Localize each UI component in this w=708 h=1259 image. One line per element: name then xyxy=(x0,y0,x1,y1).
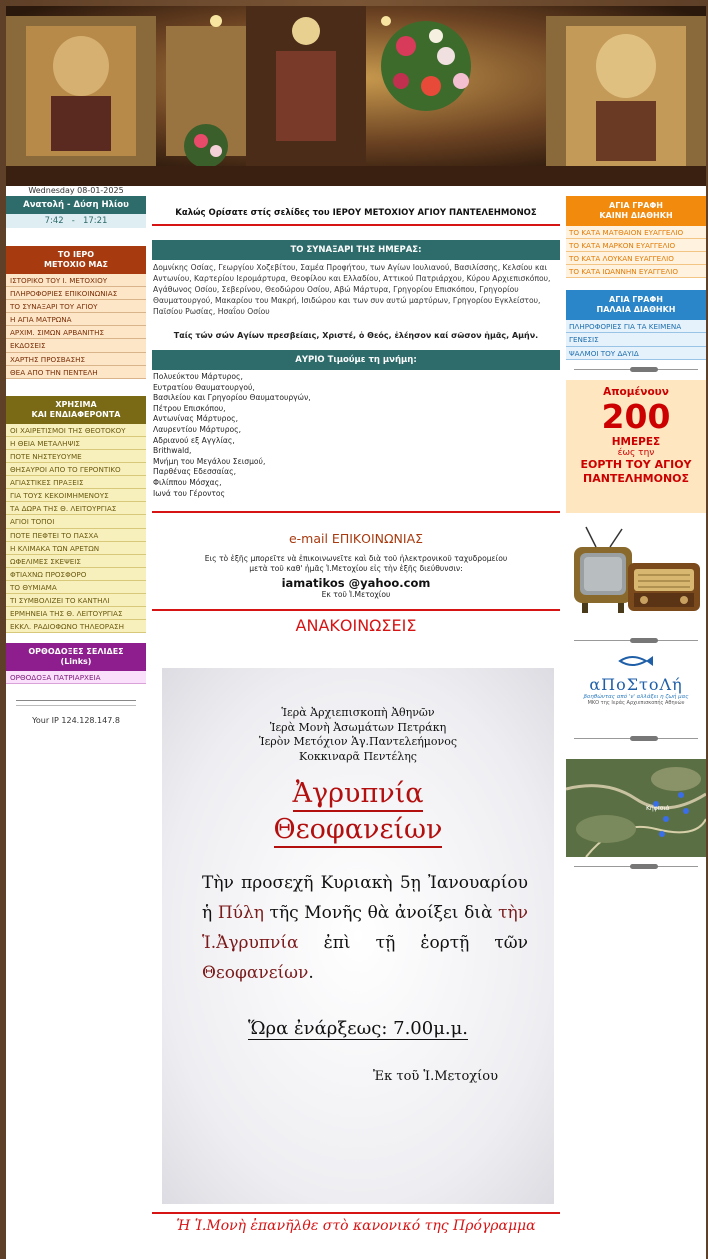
menu-item-mark[interactable]: ΤΟ ΚΑΤΑ ΜΑΡΚΟΝ ΕΥΑΓΓΕΛΙΟ xyxy=(566,239,706,252)
poster-start-time-text: Ὥρα ἐνάρξεως: 7.00μ.μ. xyxy=(247,1018,469,1039)
list-item: Brithwald, xyxy=(153,446,192,456)
menu-list-orthodox-links xyxy=(6,671,146,684)
list-item: Λαυρεντίου Μάρτυρος, xyxy=(153,424,242,434)
synaxari-text: Δομνίκης Οσίας, Γεωργίου Χοζεβίτου, Σαμέα Προφήτου, των Αγίων Ιουλιανού, Βασιλίσσης, Κελσίου και Αντωνίου, Καρτερίου Ιερομάρτυρα, Θεοφίλου και Ελλαδίου, Αττικού Πατριάρχου, Κύρου Αρχιεπισκόπου, Αγάθωνος Οσίου, Σεβερίνου, Θεοδώρου Οσίου, Αβώ Μάρτυρα, Γρηγορίου Επισκόπου, Γρηγορίου Θαυματουργού, Μακαρίου του Μακρή, Ισιδώρου και των συν αυτώ μαρτύρων, Γρηγορίου Εγκλείστου, Παϊσίου Ρωσίας, Ησαΐου Οσίου xyxy=(153,263,551,316)
menu-item-archim-simon[interactable]: ΑΡΧΙΜ. ΣΙΜΩΝ ΑΡΒΑΝΙΤΗΣ xyxy=(6,326,146,339)
menu-heading-orthodox-links xyxy=(6,643,146,671)
satellite-map xyxy=(566,759,706,857)
menu-item-chairetismoi[interactable]: ΟΙ ΧΑΙΡΕΤΙΣΜΟΙ ΤΗΣ ΘΕΟΤΟΚΟΥ xyxy=(6,424,146,437)
menu-heading-line: ΤΟ ΙΕΡΟ xyxy=(57,250,95,259)
list-item: Μνήμη του Μεγάλου Σεισμού, xyxy=(153,456,266,466)
menu-heading-line: ΧΡΗΣΙΜΑ xyxy=(55,399,97,409)
poster-signature: Ἐκ τοῦ Ἱ.Μετοχίου xyxy=(373,1069,498,1084)
menu-heading-line: ΑΓΙΑ ΓΡΑΦΗ xyxy=(609,295,663,305)
list-item: Ευτρατίου Θαυματουργού, xyxy=(153,382,255,392)
ornamental-divider xyxy=(574,366,698,374)
list-item: Ιωνά του Γέροντος xyxy=(153,488,226,498)
menu-item-access-map[interactable]: ΧΑΡΤΗΣ ΠΡΟΣΒΑΣΗΣ xyxy=(6,353,146,366)
email-title: e-mail ΕΠΙΚΟΙΝΩΝΙΑΣ xyxy=(288,531,424,547)
menu-item-holy-places[interactable]: ΑΓΙΟΙ ΤΟΠΟΙ xyxy=(6,515,146,528)
list-item: Πέτρου Επισκόπου, xyxy=(153,403,226,413)
tomorrow-heading: ΑΥΡΙΟ Τιμούμε τη μνήμη: xyxy=(152,350,560,370)
menu-item-matthew[interactable]: ΤΟ ΚΑΤΑ ΜΑΤΘΑΙΟΝ ΕΥΑΓΓΕΛΙΟ xyxy=(566,226,706,239)
menu-heading-metochi xyxy=(6,246,146,274)
menu-item-departed[interactable]: ΓΙΑ ΤΟΥΣ ΚΕΚΟΙΜΗΜΕΝΟΥΣ xyxy=(6,489,146,502)
menu-item-fasting[interactable]: ΠΟΤΕ ΝΗΣΤΕΥΟΥΜΕ xyxy=(6,450,146,463)
menu-item-sanctifying-acts[interactable]: ΑΓΙΑΣΤΙΚΕΣ ΠΡΑΞΕΙΣ xyxy=(6,476,146,489)
menu-item-saint-synaxari[interactable]: ΤΟ ΣΥΝΑΞΑΡΙ ΤΟΥ ΑΓΙΟΥ xyxy=(6,300,146,313)
countdown-label: Απομένουν xyxy=(603,385,669,398)
menu-item-genesis[interactable]: ΓΕΝΕΣΙΣ xyxy=(566,333,706,346)
red-divider xyxy=(152,609,560,611)
menu-heading-line: ΠΑΛΑΙΑ ΔΙΑΘΗΚΗ xyxy=(596,305,676,315)
church-interior-banner xyxy=(6,6,706,186)
announcements-title: ΑΝΑΚΟΙΝΩΣΕΙΣ xyxy=(295,616,417,636)
poster-body-text: Τὴν προσεχῆ Κυριακὴ 5ῃ Ἰανουαρίου ἡ xyxy=(202,873,528,923)
right-sidebar xyxy=(566,196,706,877)
countdown-unit: ΗΜΕΡΕΣ xyxy=(611,435,661,448)
radio-tv-banner[interactable] xyxy=(566,519,706,631)
list-item: Αντωνίνας Μάρτυρος, xyxy=(153,414,238,424)
announcement-poster xyxy=(162,668,554,1204)
menu-item-penteli-view[interactable]: ΘΕΑ ΑΠΟ ΤΗΝ ΠΕΝΤΕΛΗ xyxy=(6,366,146,379)
menu-item-luke[interactable]: ΤΟ ΚΑΤΑ ΛΟΥΚΑΝ ΕΥΑΓΓΕΛΙΟ xyxy=(566,252,706,265)
tv-radio-icon xyxy=(566,519,706,631)
menu-list-new-testament xyxy=(566,226,706,278)
menu-item-prosphoro[interactable]: ΦΤΙΑΧΝΩ ΠΡΟΣΦΟΡΟ xyxy=(6,568,146,581)
sunset-time: 17:21 xyxy=(82,216,108,226)
menu-item-patriarchates[interactable]: ΟΡΘΟΔΟΞΑ ΠΑΤΡΙΑΡΧΕΙΑ xyxy=(6,671,146,684)
menu-heading-line: ΜΕΤΟΧΙΟ ΜΑΣ xyxy=(43,260,109,269)
map-place-label: Κηφισιά xyxy=(646,804,670,812)
poster-body-text: τῆς Μονῆς θὰ ἀνοίξει διὰ xyxy=(263,903,499,923)
sun-times-separator: - xyxy=(66,216,81,226)
menu-list-useful xyxy=(6,424,146,634)
menu-item-liturgy-meaning[interactable]: ΕΡΜΗΝΕΙΑ ΤΗΣ Θ. ΛΕΙΤΟΥΡΓΙΑΣ xyxy=(6,607,146,620)
menu-item-church-radio-tv[interactable]: ΕΚΚΛ. ΡΑΔΙΟΦΩΝΟ ΤΗΛΕΟΡΑΣΗ xyxy=(6,620,146,633)
poster-org-line: Κοκκιναρᾶ Πεντέλης xyxy=(299,749,417,763)
prayer-text: Ταίς τών σών Αγίων πρεσβείαις, Χριστέ, ὁ Θεός, ἐλέησον καί σῶσον ἡμᾶς, Αμήν. xyxy=(173,331,539,340)
poster-body-text: . xyxy=(308,963,314,983)
sun-times xyxy=(6,214,146,228)
poster-organization xyxy=(162,668,554,764)
fish-icon xyxy=(616,653,656,669)
menu-item-john[interactable]: ΤΟ ΚΑΤΑ ΙΩΑΝΝΗΝ ΕΥΑΓΓΕΛΙΟ xyxy=(566,265,706,278)
poster-start-time xyxy=(162,1018,554,1039)
menu-item-easter-date[interactable]: ΠΟΤΕ ΠΕΦΤΕΙ ΤΟ ΠΑΣΧΑ xyxy=(6,529,146,542)
poster-title xyxy=(162,776,554,848)
current-date: Wednesday 08-01-2025 xyxy=(28,186,124,195)
apostoli-name: αΠοΣτοΛή xyxy=(589,674,683,694)
banner-image xyxy=(6,6,706,186)
menu-item-agia-matrona[interactable]: Η ΑΓΙΑ ΜΑΤΡΩΝΑ xyxy=(6,313,146,326)
menu-heading-line: ΟΡΘΟΔΟΞΕΣ ΣΕΛΙΔΕΣ xyxy=(28,647,124,657)
visitor-ip: Your IP 124.128.147.8 xyxy=(32,716,120,726)
left-sidebar xyxy=(6,186,146,725)
menu-item-communion[interactable]: Η ΘΕΙΑ ΜΕΤΑΛΗΨΙΣ xyxy=(6,437,146,450)
page xyxy=(6,6,706,1259)
poster-org-line: Ἱερὸν Μετόχιον Ἁγ.Παντελεήμονος xyxy=(258,735,458,748)
footer-announcement: Ἡ Ἱ.Μονὴ ἐπανῆλθε στὸ κανονικό της Πρόγραμμα xyxy=(176,1218,536,1234)
menu-heading-line: ΚΑΙΝΗ ΔΙΑΘΗΚΗ xyxy=(599,211,673,220)
feast-countdown-box[interactable] xyxy=(566,380,706,513)
menu-list-old-testament xyxy=(566,320,706,359)
menu-item-psalms[interactable]: ΨΑΛΜΟΙ ΤΟΥ ΔΑΥΙΔ xyxy=(566,347,706,360)
ornamental-divider xyxy=(16,700,136,706)
menu-item-texts-info[interactable]: ΠΛΗΡΟΦΟΡΙΕΣ ΓΙΑ ΤΑ ΚΕΙΜΕΝΑ xyxy=(566,320,706,333)
poster-title-line: Ἀγρυπνία xyxy=(293,778,424,812)
menu-item-publications[interactable]: ΕΚΔΟΣΕΙΣ xyxy=(6,339,146,352)
menu-item-history[interactable]: ΙΣΤΟΡΙΚΟ ΤΟΥ Ι. ΜΕΤΟΧΙΟΥ xyxy=(6,274,146,287)
email-signature: Εκ τοῦ Ἱ.Μετοχίου xyxy=(321,590,391,600)
location-map[interactable] xyxy=(566,759,706,857)
menu-item-gerontiko[interactable]: ΘΗΣΑΥΡΟΙ ΑΠΟ ΤΟ ΓΕΡΟΝΤΙΚΟ xyxy=(6,463,146,476)
menu-heading-line: (Links) xyxy=(60,657,92,667)
sun-times-title: Ανατολή - Δύση Ηλίου xyxy=(6,196,146,214)
countdown-feast-line: ΕΟΡΤΗ ΤΟΥ ΑΓΙΟΥ xyxy=(580,457,692,471)
poster-body-highlight: τὴν Ἱ.Ἀγρυπνία xyxy=(202,903,528,953)
menu-item-liturgy-gifts[interactable]: ΤΑ ΔΩΡΑ ΤΗΣ Θ. ΛΕΙΤΟΥΡΓΙΑΣ xyxy=(6,502,146,515)
email-address-link[interactable]: iamatikos @yahoo.com xyxy=(281,576,431,591)
ornamental-divider xyxy=(574,735,698,743)
menu-heading-line: ΑΓΙΑ ΓΡΑΦΗ xyxy=(609,201,663,210)
welcome-message: Καλώς Ορίσατε στίς σελίδες του ΙΕΡΟΥ ΜΕΤΟΧΙΟΥ ΑΓΙΟΥ ΠΑΝΤΕΛΕΗΜΟΝΟΣ xyxy=(175,208,537,218)
apostoli-tagline: βοηθώντας από 'ν' αλλάξει η ζωή μας xyxy=(583,693,689,700)
red-divider xyxy=(152,1212,560,1214)
menu-heading-new-testament xyxy=(566,196,706,226)
sunrise-time: 7:42 xyxy=(44,216,64,226)
ornamental-divider xyxy=(574,637,698,645)
list-item: Βασιλείου και Γρηγορίου Θαυματουργών, xyxy=(153,393,311,403)
menu-item-incense[interactable]: ΤΟ ΘΥΜΙΑΜΑ xyxy=(6,581,146,594)
apostoli-subtitle: ΜΚΟ της Ιεράς Αρχιεπισκοπής Αθηνών xyxy=(587,699,685,706)
menu-heading-old-testament xyxy=(566,290,706,320)
list-item: Πολυεύκτου Μάρτυρος, xyxy=(153,372,243,381)
poster-body-highlight: Θεοφανείων xyxy=(202,963,309,983)
synaxari-heading: ΤΟ ΣΥΝΑΞΑΡΙ ΤΗΣ ΗΜΕΡΑΣ: xyxy=(152,240,560,260)
menu-item-ladder-virtues[interactable]: Η ΚΛΙΜΑΚΑ ΤΩΝ ΑΡΕΤΩΝ xyxy=(6,542,146,555)
apostoli-logo-link[interactable] xyxy=(566,651,706,729)
list-item: Αδριανού εξ Αγγλίας, xyxy=(153,435,235,445)
poster-body-text: ἐπὶ τῇ ἑορτῇ τῶν xyxy=(298,933,528,953)
email-description-line: μετὰ τοῦ καθ' ἡμᾶς Ἱ.Μετοχίου εἰς τὴν ἑξῆς διεύθυνσιν: xyxy=(249,564,463,574)
tomorrow-saints-list xyxy=(152,370,560,499)
menu-item-useful-thoughts[interactable]: ΩΦΕΛΙΜΕΣ ΣΚΕΨΕΙΣ xyxy=(6,555,146,568)
poster-org-line: Ἱερὰ Μονὴ Ἀσωμάτων Πετράκη xyxy=(269,720,447,734)
email-description-line: Εις τὸ ἑξῆς μπορεῖτε νὰ ἐπικοινωνεῖτε καὶ διὰ τοῦ ἠλεκτρονικοῦ ταχυδρομείου xyxy=(204,554,508,564)
poster-body-highlight: Πύλη xyxy=(217,903,264,923)
poster-body xyxy=(202,868,528,988)
menu-list-metochi xyxy=(6,274,146,379)
poster-org-line: Ἱερὰ Ἀρχιεπισκοπὴ Ἀθηνῶν xyxy=(281,706,435,719)
main-content xyxy=(152,186,560,1234)
countdown-until: έως την xyxy=(617,447,655,458)
poster-title-line: Θεοφανείων xyxy=(274,814,443,848)
list-item: Φιλίππου Μόσχας, xyxy=(153,477,222,487)
list-item: Παρθένας Εδεσσαίας, xyxy=(153,467,237,477)
email-contact-section xyxy=(152,513,560,599)
menu-heading-useful xyxy=(6,396,146,424)
ornamental-divider xyxy=(574,863,698,871)
countdown-feast-line: ΠΑΝΤΕΛΗΜΟΝΟΣ xyxy=(582,471,690,485)
email-description xyxy=(152,554,560,574)
menu-item-kantili[interactable]: ΤΙ ΣΥΜΒΟΛΙΖΕΙ ΤΟ ΚΑΝΤΗΛΙ xyxy=(6,594,146,607)
menu-heading-line: ΚΑΙ ΕΝΔΙΑΦΕΡΟΝΤΑ xyxy=(31,409,121,419)
menu-item-contact-info[interactable]: ΠΛΗΡΟΦΟΡΙΕΣ ΕΠΙΚΟΙΝΩΝΙΑΣ xyxy=(6,287,146,300)
countdown-number: 200 xyxy=(601,396,671,436)
